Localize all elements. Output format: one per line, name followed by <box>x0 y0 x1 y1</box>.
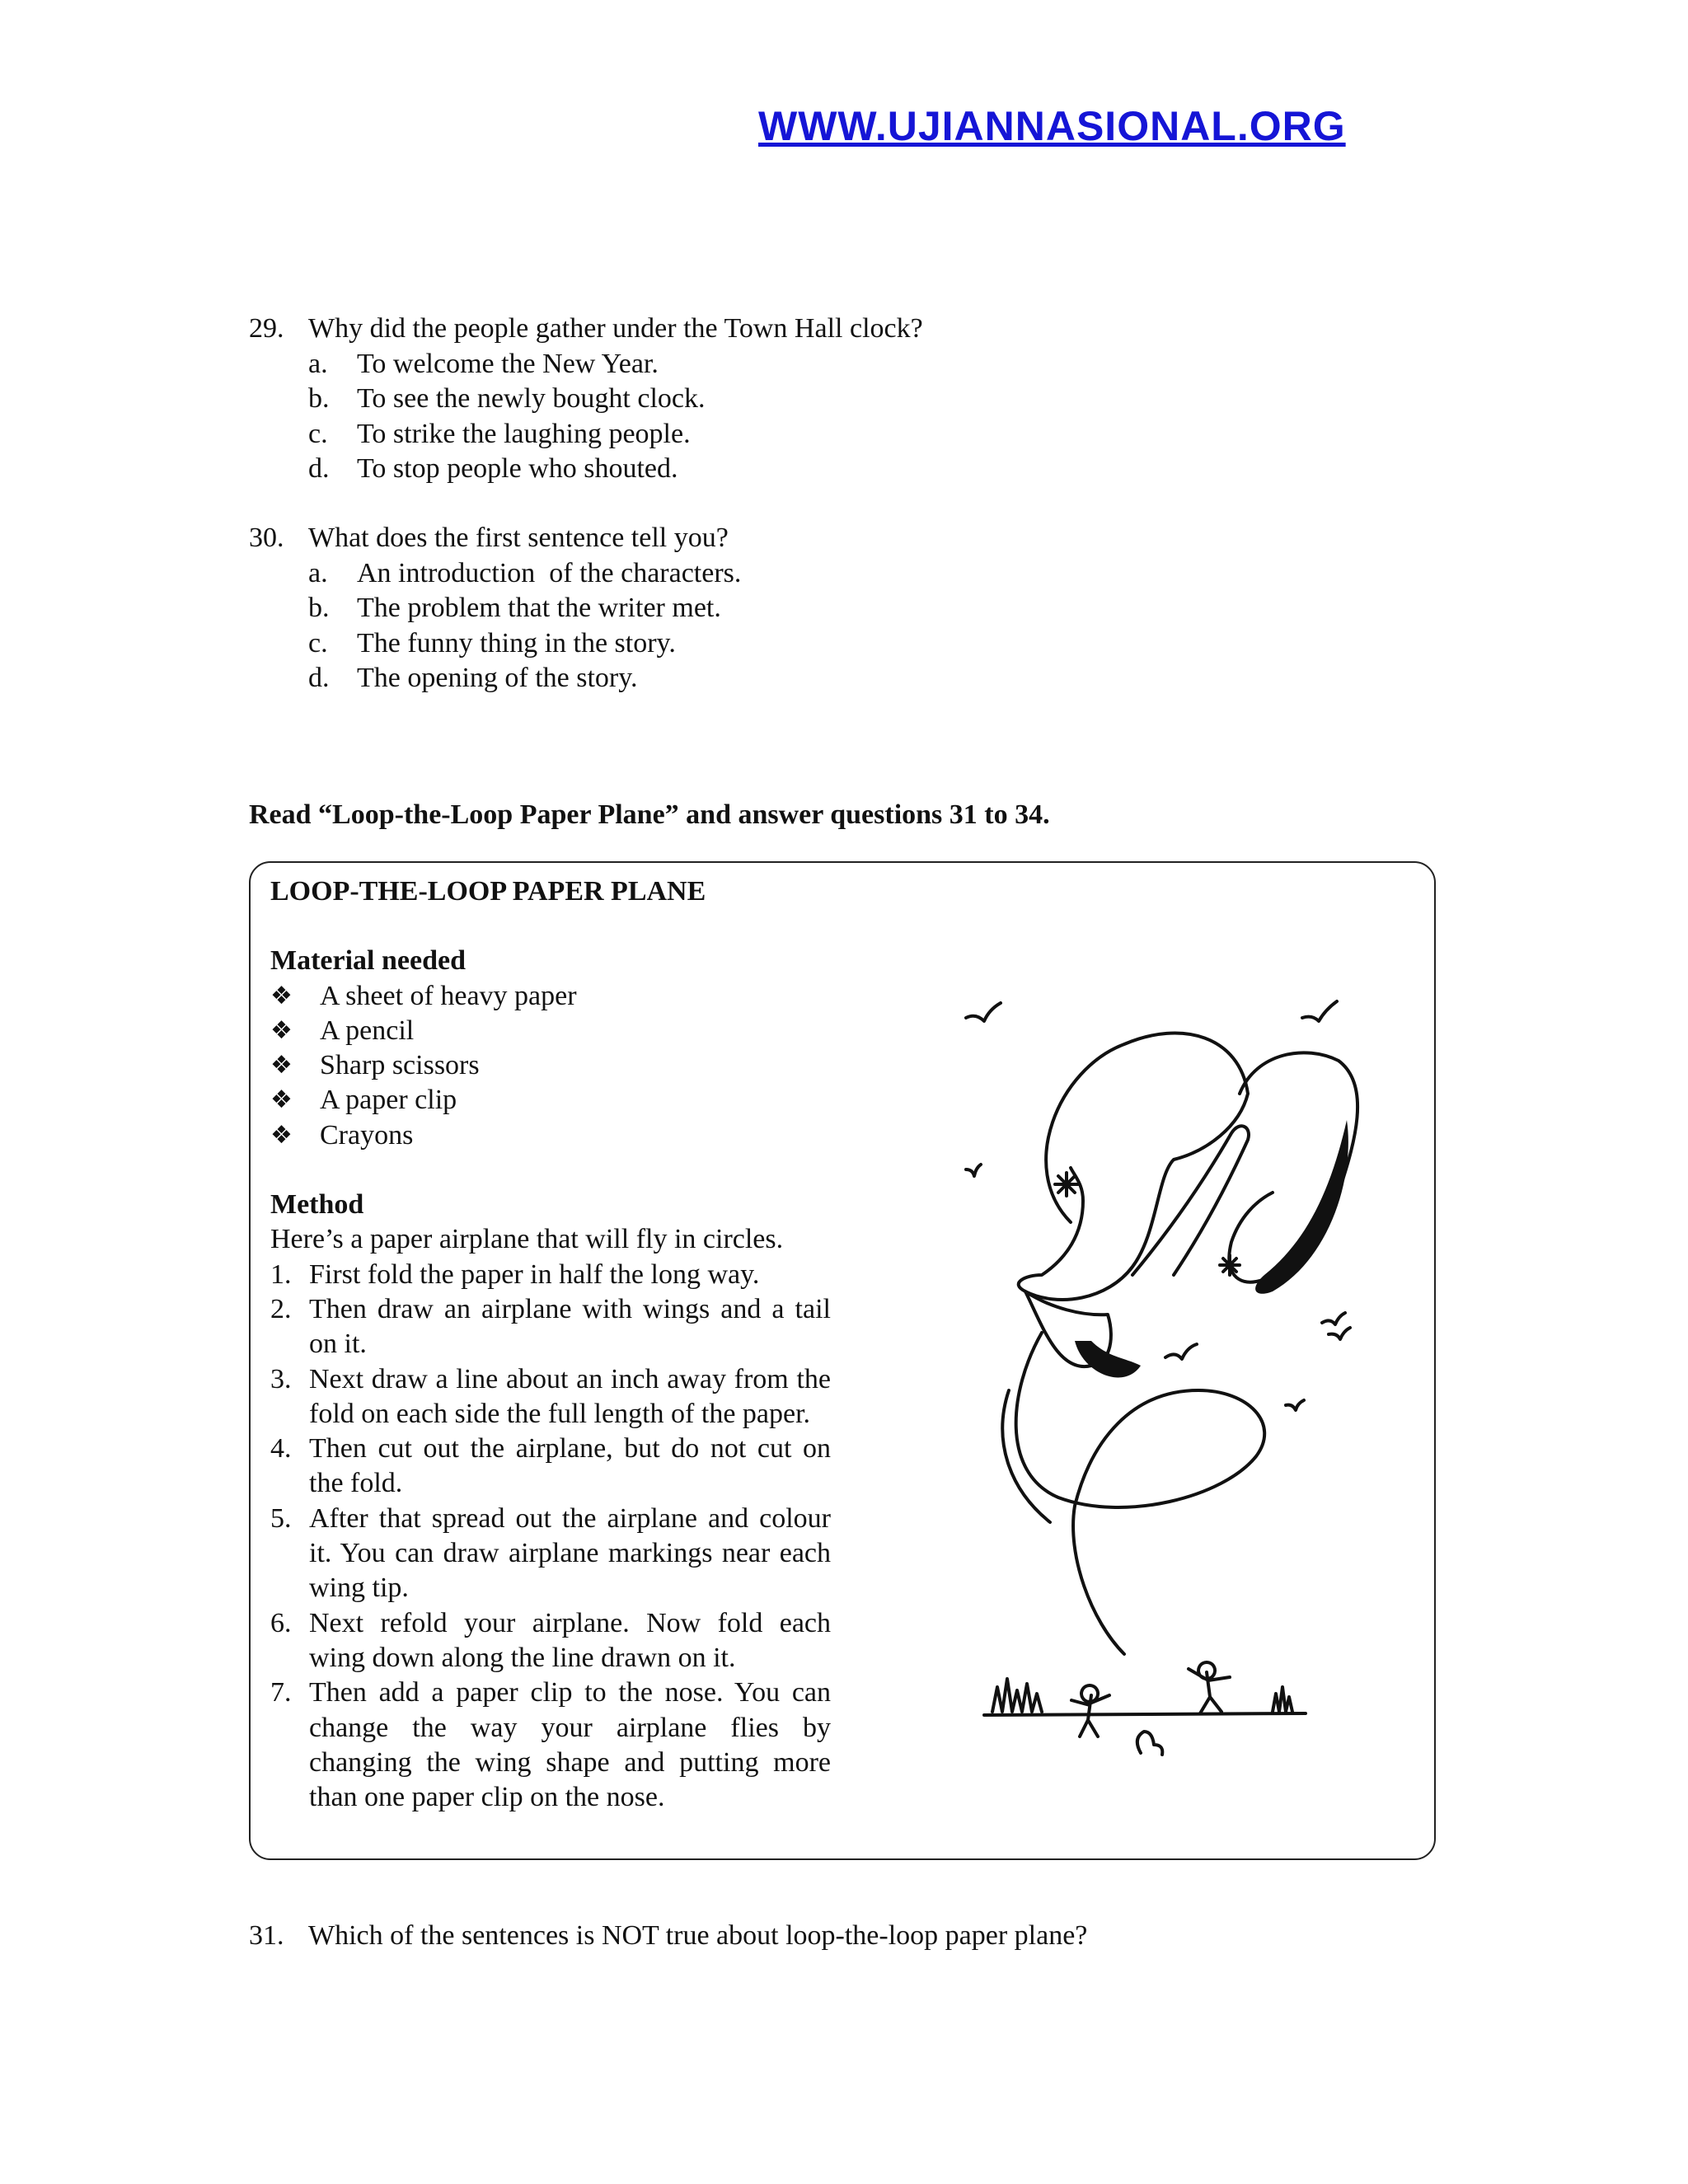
plane-tail-shadow <box>1075 1341 1141 1377</box>
method-step: 3. Next draw a line about an inch away from the fold on each side the full length of the paper. <box>270 1363 831 1429</box>
materials-heading: Material needed <box>270 945 466 977</box>
paper-plane-illustration <box>959 929 1421 1786</box>
star-icon <box>1220 1255 1240 1275</box>
method-step: 7. Then add a paper clip to the nose. You can change the way your airplane flies by changing the wing shape and putting more than one paper clip on the nose. <box>270 1677 831 1813</box>
material-item: ❖ Crayons <box>270 1118 831 1153</box>
star-icon <box>1055 1173 1078 1196</box>
reading-instruction: Read “Loop-the-Loop Paper Plane” and answer questions 31 to 34. <box>249 799 1050 830</box>
question-29 <box>249 312 923 487</box>
question-text: Why did the people gather under the Town Hall clock? <box>308 313 923 344</box>
material-item: ❖ A sheet of heavy paper <box>270 979 831 1014</box>
method-intro: Here’s a paper airplane that will fly in circles. <box>270 1224 784 1255</box>
diamond-bullet-icon: ❖ <box>270 1085 293 1115</box>
diamond-bullet-icon: ❖ <box>270 1015 293 1045</box>
bird-icon <box>1286 1400 1304 1410</box>
passage-title: LOOP-THE-LOOP PAPER PLANE <box>270 876 706 907</box>
grass <box>992 1679 1292 1712</box>
method-step: 5. After that spread out the airplane and colour it. You can draw airplane markings near each wing tip. <box>270 1502 831 1604</box>
option-b: b. To see the newly bought clock. <box>308 383 706 414</box>
dog-figure <box>1137 1732 1162 1755</box>
child-figure <box>1189 1662 1230 1713</box>
option-d: d. The opening of the story. <box>308 663 638 693</box>
method-heading: Method <box>270 1189 364 1221</box>
bird-icon <box>1329 1328 1350 1339</box>
flight-trail <box>1002 1390 1050 1522</box>
option-d: d. To stop people who shouted. <box>308 453 678 484</box>
plane-wing-shadow <box>1255 1120 1348 1294</box>
option-c: c. To strike the laughing people. <box>308 418 691 449</box>
material-item: ❖ A paper clip <box>270 1083 831 1118</box>
material-item: ❖ Sharp scissors <box>270 1048 831 1083</box>
bird-icon <box>1302 1001 1337 1021</box>
passage-text <box>270 874 831 1815</box>
method-step: 6. Next refold your airplane. Now fold each wing down along the line drawn on it. <box>270 1607 831 1673</box>
bird-icon <box>1322 1313 1345 1324</box>
option-b: b. The problem that the writer met. <box>308 593 721 623</box>
question-number: 31. <box>249 1920 284 1951</box>
question-text: Which of the sentences is NOT true about loop-the-loop paper plane? <box>308 1920 1088 1951</box>
method-step: 1. First fold the paper in half the long way. <box>270 1258 760 1290</box>
child-figure <box>1071 1685 1109 1736</box>
option-a: a. To welcome the New Year. <box>308 348 659 379</box>
bird-icon <box>1165 1344 1197 1359</box>
site-link[interactable]: WWW.UJIANNASIONAL.ORG <box>758 103 1346 149</box>
question-31 <box>249 1920 1087 1952</box>
method-step: 2. Then draw an airplane with wings and a tail on it. <box>270 1293 831 1360</box>
question-text: What does the first sentence tell you? <box>308 523 729 553</box>
diamond-bullet-icon: ❖ <box>270 1051 293 1080</box>
question-number: 30. <box>249 523 284 553</box>
flight-loop <box>1016 1333 1265 1654</box>
passage-box <box>249 861 1436 1860</box>
method-step: 4. Then cut out the airplane, but do not cut on the fold. <box>270 1433 831 1499</box>
diamond-bullet-icon: ❖ <box>270 1120 293 1150</box>
ground-line <box>984 1713 1306 1715</box>
diamond-bullet-icon: ❖ <box>270 981 293 1010</box>
material-item: ❖ A pencil <box>270 1014 831 1048</box>
bird-icon <box>966 1003 1001 1021</box>
option-a: a. An introduction of the characters. <box>308 557 742 588</box>
question-number: 29. <box>249 313 284 344</box>
option-c: c. The funny thing in the story. <box>308 627 676 658</box>
plane-wing <box>1019 1033 1248 1301</box>
bird-icon <box>966 1165 981 1176</box>
plane-fuselage <box>1132 1126 1249 1275</box>
question-30 <box>249 521 741 696</box>
